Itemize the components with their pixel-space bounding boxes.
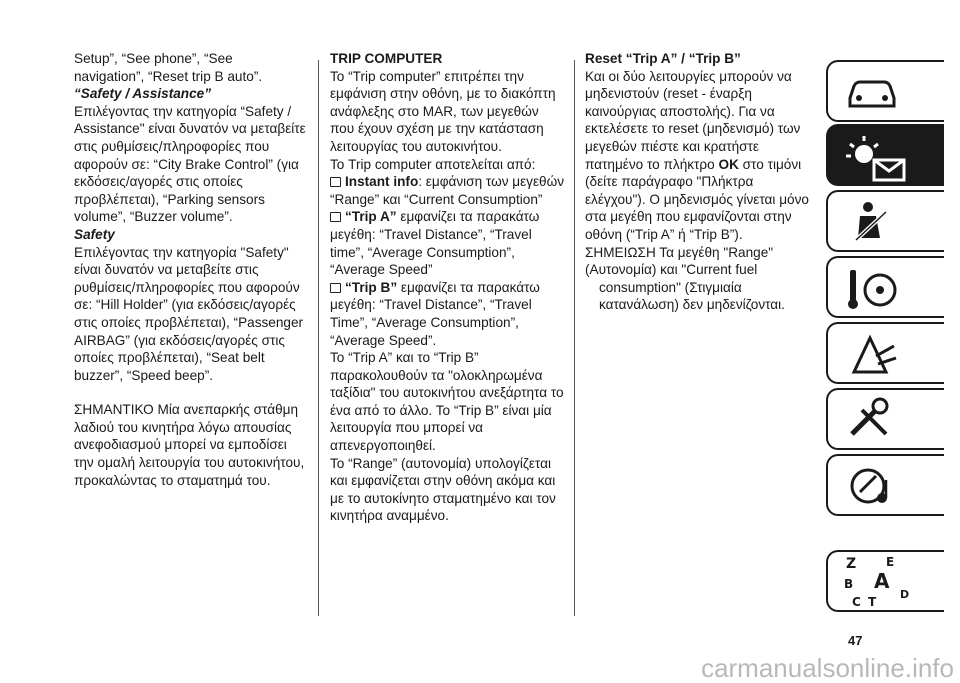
list-item [330, 279, 564, 349]
tab-multimedia[interactable] [826, 454, 944, 516]
column-1 [74, 50, 306, 489]
tab-safety[interactable] [826, 190, 944, 252]
section-heading: “Safety / Assistance” [74, 86, 212, 102]
checkbox-bullet-icon [330, 283, 341, 293]
page-number: 47 [848, 633, 863, 648]
index-letter-t: T [868, 595, 877, 609]
index-letter-a: A [874, 569, 890, 593]
list-item-text: εμφανίζει τα παρακάτω μεγέθη: “Travel Distance”, “Travel Time”, “Average Consumption”, “Average Speed”. [330, 279, 540, 348]
paragraph: Το “Range” (αυτονομία) υπολογίζεται και εμφανίζεται στην οθόνη ακόμα και με το αυτοκίνητο σταματημένο και τον κινητήρα αναμμένο. [330, 455, 556, 524]
paragraph: Το “Trip computer” επιτρέπει την εμφάνιση στην οθόνη, με το διακόπτη ανάφλεξης στο MAR, των μεγεθών που έχουν σχέση με την κατάσταση λειτουργίας του αυτοκινήτου. [330, 68, 556, 154]
tab-car[interactable] [826, 60, 944, 122]
paragraph: Επιλέγοντας την κατηγορία “Safety / Assistance" είναι δυνατόν να μεταβείτε στις ρυθμίσεις/πληροφορίες που αφορούν σε: “City Brake Control” (για εκδόσεις/αγορές στις οποίες προβλέπεται), “Parking sensors volume”, “Buzzer volume”. [74, 103, 306, 225]
list-item [330, 208, 564, 278]
section-heading: Safety [74, 226, 115, 242]
note: ΣΗΜΕΙΩΣΗ Τα μεγέθη "Range" (Αυτονομία) και "Current fuel [585, 244, 774, 278]
list-item-label: Instant info [345, 174, 419, 190]
watermark-footer [0, 653, 960, 683]
watermark-text: carmanualsonline.info [701, 653, 954, 683]
index-letter-e: E [886, 555, 895, 569]
warning-light-envelope-icon [842, 132, 912, 184]
list-item-text: : εμφάνιση των μεγεθών “Range” και “Current Consumption” [330, 174, 564, 207]
list-item-label: “Trip B” [345, 279, 398, 295]
index-letter-d: D [900, 588, 910, 601]
warning-triangle-icon [842, 330, 902, 378]
paragraph-text: Και οι δύο λειτουργίες μπορούν να μηδενιστούν (reset - έναρξη καινούργιας αποστολής). Για να εκτελέσετε το reset (μηδενισμό) των μεγεθών πιέστε και κρατήστε πατημένο το πλήκτρο [585, 68, 801, 172]
index-letter-z: Z [846, 556, 857, 572]
section-heading: Reset “Trip A” / “Trip B” [585, 51, 741, 66]
multimedia-icon [842, 462, 902, 510]
seatbelt-icon [842, 198, 902, 246]
section-heading: TRIP COMPUTER [330, 51, 443, 66]
car-icon [842, 68, 902, 116]
tab-index[interactable] [826, 550, 944, 612]
index-letter-b: B [844, 577, 854, 591]
paragraph: Το Trip computer αποτελείται από: [330, 156, 536, 172]
tab-emergency[interactable] [826, 322, 944, 384]
tools-icon [842, 396, 902, 444]
column-3 [585, 50, 817, 314]
list-item [330, 173, 564, 208]
checkbox-bullet-icon [330, 212, 341, 222]
paragraph: Setup”, “See phone”, “See navigation”, “Reset trip B auto”. [74, 51, 263, 84]
important-note: ΣΗΜΑΝΤΙΚΟ Μία ανεπαρκής στάθμη λαδιού του κινητήρα λόγω απουσίας ανεφοδιασμού μπορεί να εμποδίσει την ομαλή λειτουργία του αυτοκινήτου, προκαλώντας το σταματημά του. [74, 402, 305, 488]
index-letter-c: C [852, 595, 861, 609]
list-item-label: “Trip A” [345, 209, 397, 225]
tab-starting-driving[interactable] [826, 256, 944, 318]
column-divider [318, 60, 319, 616]
key-steering-icon [842, 264, 902, 312]
note-continued: consumption" (Στιγμιαία κατανάλωση) δεν μηδενίζονται. [599, 279, 785, 313]
paragraph: Επιλέγοντας την κατηγορία "Safety" είναι δυνατόν να μεταβείτε στις ρυθμίσεις/πληροφορίες που αφορούν σε: “Hill Holder” (για εκδόσεις/αγορές στις οποίες προβλέπεται), “Passenger AIRBAG” (για εκδόσεις/αγορές στις οποίες προβλέπεται), “Seat belt buzzer”, “Speed beep”. [74, 244, 304, 383]
ok-key-label: OK [718, 156, 739, 172]
paragraph: Το “Trip A” και το “Trip B” παρακολουθούν τα "ολοκληρωμένα ταξίδια" του αυτοκινήτου ανεξάρτητα το ένα από το άλλο. Το “Trip B” είναι μία λειτουργία που μπορεί να απενεργοποιηθεί. [330, 350, 564, 454]
tab-warning-lights[interactable] [826, 124, 944, 186]
list-item-text: εμφανίζει τα παρακάτω μεγέθη: “Travel Distance”, “Travel time”, “Average Consumption”, “Average Speed” [330, 209, 540, 278]
paragraph-text: στο τιμόνι (δείτε παράγραφο "Πλήκτρα ελέγχου"). Ο μηδενισμός γίνεται μόνο στα μεγέθη που εμφανίζονται στην οθόνη (“Trip A” ή “Trip B”). [585, 156, 809, 242]
tab-maintenance[interactable] [826, 388, 944, 450]
index-letters-icon [842, 552, 922, 612]
paragraph [585, 68, 817, 244]
checkbox-bullet-icon [330, 177, 341, 187]
column-divider [574, 60, 575, 616]
column-2 [330, 50, 564, 525]
